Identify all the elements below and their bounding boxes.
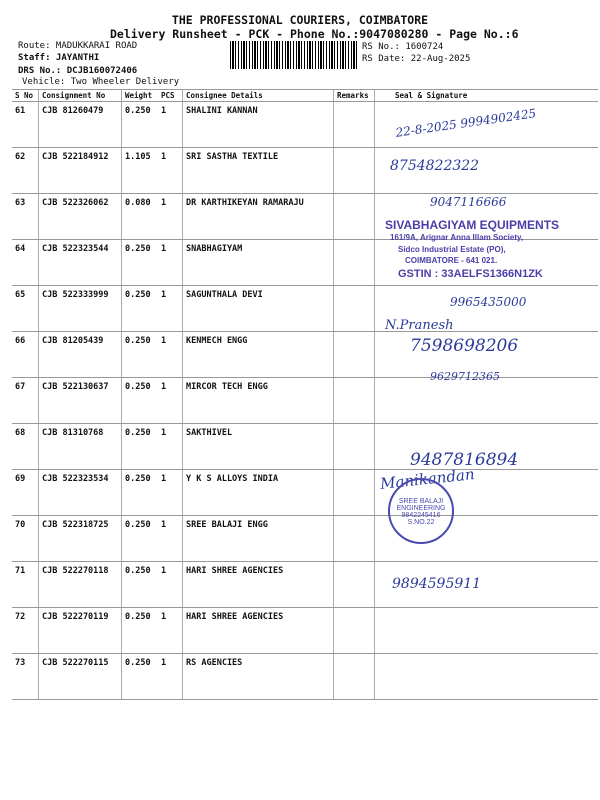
consignment-cell: CJB 522270115: [39, 654, 122, 700]
remarks-cell: [334, 470, 375, 516]
weight-cell: 0.250: [122, 240, 159, 286]
remarks-cell: [334, 102, 375, 148]
consignee-cell: KENMECH ENGG: [183, 332, 334, 378]
col-pcs: PCS: [158, 90, 183, 102]
round-stamp: [388, 478, 454, 544]
pcs-cell: 1: [158, 332, 183, 378]
signature-72: 9894595911: [392, 576, 482, 592]
sno-cell: 73: [12, 654, 39, 700]
table-row: [12, 148, 598, 194]
table-row: [12, 608, 598, 654]
pcs-cell: 1: [158, 148, 183, 194]
stamp-company: SIVABHAGIYAM EQUIPMENTS: [385, 218, 560, 232]
consignment-cell: CJB 522184912: [39, 148, 122, 194]
table-row: [12, 516, 598, 562]
signature-63: 9047116666: [430, 195, 507, 209]
consignee-cell: SRI SASTHA TEXTILE: [183, 148, 334, 194]
sno-cell: 70: [12, 516, 39, 562]
sno-cell: 64: [12, 240, 39, 286]
col-remarks: Remarks: [334, 90, 375, 102]
consignee-cell: SNABHAGIYAM: [183, 240, 334, 286]
consignee-cell: SREE BALAJI ENGG: [183, 516, 334, 562]
remarks-cell: [334, 240, 375, 286]
consignment-cell: CJB 522130637: [39, 378, 122, 424]
staff: Staff: JAYANTHI: [18, 53, 100, 63]
rs-date: RS Date: 22-Aug-2025: [362, 54, 471, 64]
signature-69b: Manikandan: [379, 465, 476, 493]
consignee-cell: DR KARTHIKEYAN RAMARAJU: [183, 194, 334, 240]
pcs-cell: 1: [158, 286, 183, 332]
remarks-cell: [334, 654, 375, 700]
remarks-cell: [334, 286, 375, 332]
sno-cell: 67: [12, 378, 39, 424]
stamp-gstin: GSTIN : 33AELFS1366N1ZK: [398, 268, 543, 280]
pcs-cell: 1: [158, 102, 183, 148]
stamp-address3: COIMBATORE - 641 021.: [405, 256, 498, 265]
sno-cell: 65: [12, 286, 39, 332]
signature-67b: 9629712365: [430, 370, 500, 383]
company-title: THE PROFESSIONAL COURIERS, COIMBATORE: [171, 13, 429, 27]
pcs-cell: 1: [158, 424, 183, 470]
table-row: [12, 654, 598, 700]
pcs-cell: 1: [158, 608, 183, 654]
sno-cell: 66: [12, 332, 39, 378]
pcs-cell: 1: [158, 240, 183, 286]
sno-cell: 71: [12, 562, 39, 608]
runsheet-subtitle: Delivery Runsheet - PCK - Phone No.:9047080280 - Page No.:6: [110, 27, 519, 41]
consignment-cell: CJB 522326062: [39, 194, 122, 240]
sno-cell: 72: [12, 608, 39, 654]
consignee-cell: RS AGENCIES: [183, 654, 334, 700]
weight-cell: 0.250: [122, 654, 159, 700]
consignee-cell: MIRCOR TECH ENGG: [183, 378, 334, 424]
consignment-cell: CJB 81205439: [39, 332, 122, 378]
col-sno: S No: [12, 90, 39, 102]
consignee-cell: HARI SHREE AGENCIES: [183, 562, 334, 608]
remarks-cell: [334, 424, 375, 470]
signature-65: 9965435000: [450, 295, 527, 309]
col-seal: Seal & Signature: [375, 90, 599, 102]
signature-61: 22-8-2025 9994902425: [394, 106, 538, 140]
drs-number: DRS No.: DCJB160072406: [18, 66, 138, 76]
remarks-cell: [334, 332, 375, 378]
seal-cell: [375, 608, 599, 654]
col-consignment: Consignment No: [39, 90, 122, 102]
consignment-cell: CJB 81310768: [39, 424, 122, 470]
col-consignee: Consignee Details: [183, 90, 334, 102]
consignment-cell: CJB 522270118: [39, 562, 122, 608]
pcs-cell: 1: [158, 516, 183, 562]
route: Route: MADUKKARAI ROAD: [18, 41, 138, 51]
signature-66: N.Pranesh: [385, 318, 454, 333]
sno-cell: 62: [12, 148, 39, 194]
consignment-cell: CJB 522270119: [39, 608, 122, 654]
weight-cell: 0.250: [122, 516, 159, 562]
consignment-cell: CJB 522333999: [39, 286, 122, 332]
stamp-address1: 161/9A, Arignar Anna Illam Society,: [390, 233, 524, 242]
weight-cell: 0.250: [122, 608, 159, 654]
seal-cell: [375, 378, 599, 424]
pcs-cell: 1: [158, 562, 183, 608]
consignee-cell: Y K S ALLOYS INDIA: [183, 470, 334, 516]
consignee-cell: HARI SHREE AGENCIES: [183, 608, 334, 654]
sno-cell: 69: [12, 470, 39, 516]
signature-62: 8754822322: [390, 158, 480, 174]
vehicle: Vehicle: Two Wheeler Delivery: [22, 77, 180, 87]
sno-cell: 63: [12, 194, 39, 240]
consignment-cell: CJB 522318725: [39, 516, 122, 562]
weight-cell: 0.250: [122, 332, 159, 378]
sno-cell: 68: [12, 424, 39, 470]
consignment-cell: CJB 81260479: [39, 102, 122, 148]
weight-cell: 0.080: [122, 194, 159, 240]
round-stamp-text: SREE BALAJI ENGINEERING 9842245416 S.NO.22: [396, 498, 446, 526]
stamp-address2: Sidco Industrial Estate (PO),: [398, 245, 506, 254]
remarks-cell: [334, 516, 375, 562]
consignee-cell: SHALINI KANNAN: [183, 102, 334, 148]
col-weight: Weight: [122, 90, 159, 102]
consignee-cell: SAGUNTHALA DEVI: [183, 286, 334, 332]
consignment-cell: CJB 522323534: [39, 470, 122, 516]
weight-cell: 0.250: [122, 102, 159, 148]
weight-cell: 0.250: [122, 424, 159, 470]
table-row: [12, 562, 598, 608]
weight-cell: 0.250: [122, 286, 159, 332]
remarks-cell: [334, 378, 375, 424]
table-row: [12, 102, 598, 148]
remarks-cell: [334, 608, 375, 654]
signature-69: 9487816894: [410, 450, 519, 470]
rs-number: RS No.: 1600724: [362, 42, 444, 52]
sno-cell: 61: [12, 102, 39, 148]
pcs-cell: 1: [158, 470, 183, 516]
consignee-cell: SAKTHIVEL: [183, 424, 334, 470]
barcode: [230, 41, 358, 69]
pcs-cell: 1: [158, 654, 183, 700]
weight-cell: 0.250: [122, 470, 159, 516]
pcs-cell: 1: [158, 378, 183, 424]
table-row: [12, 378, 598, 424]
weight-cell: 0.250: [122, 562, 159, 608]
table-row: [12, 470, 598, 516]
weight-cell: 0.250: [122, 378, 159, 424]
remarks-cell: [334, 194, 375, 240]
signature-67: 7598698206: [410, 336, 519, 356]
consignment-cell: CJB 522323544: [39, 240, 122, 286]
runsheet-table: [12, 89, 598, 700]
remarks-cell: [334, 562, 375, 608]
pcs-cell: 1: [158, 194, 183, 240]
seal-cell: [375, 654, 599, 700]
remarks-cell: [334, 148, 375, 194]
weight-cell: 1.105: [122, 148, 159, 194]
